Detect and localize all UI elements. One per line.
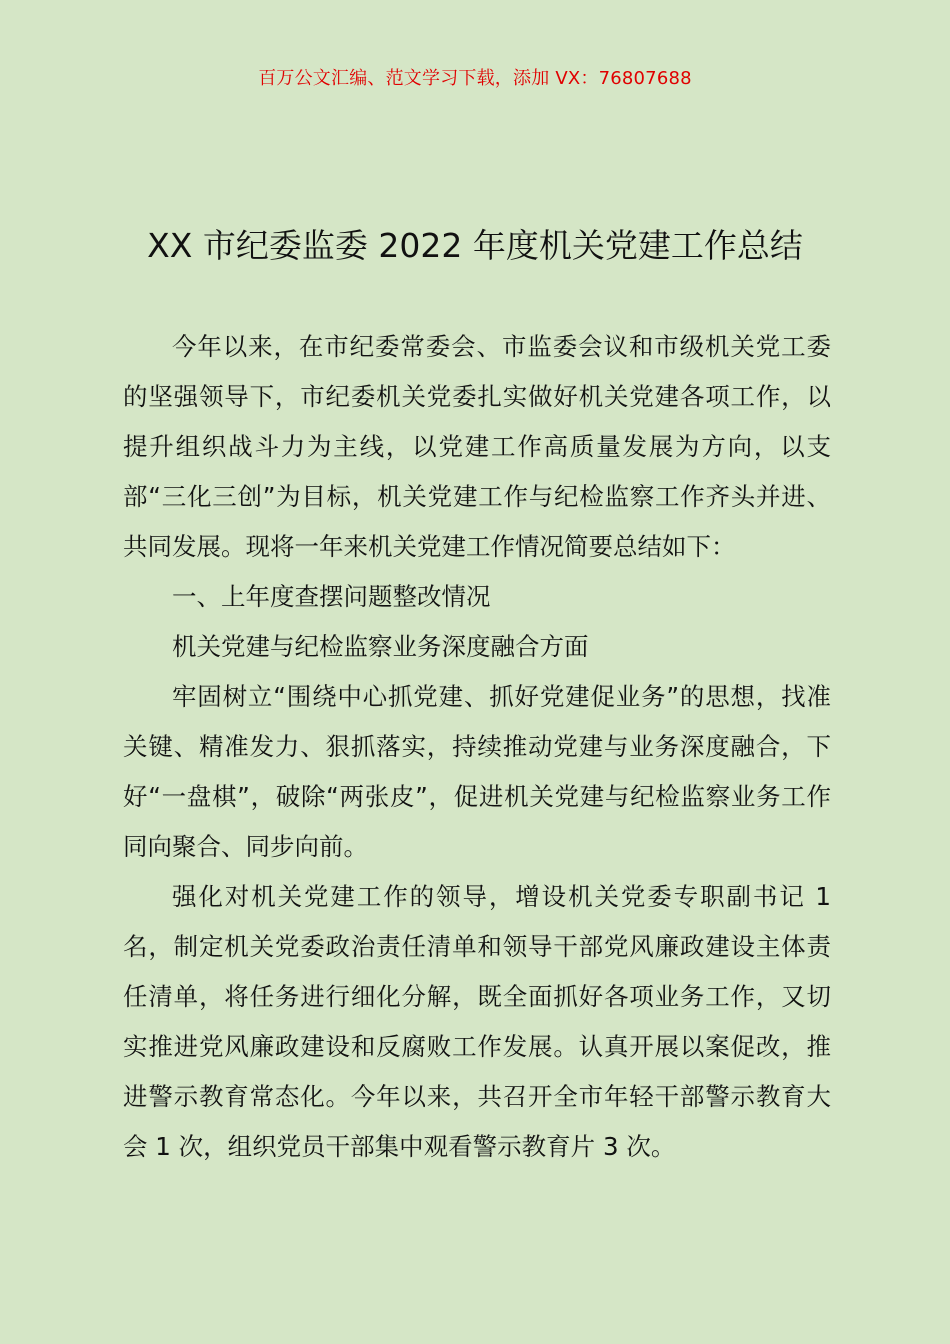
body-paragraph: 强化对机关党建工作的领导，增设机关党委专职副书记 1 名，制定机关党委政治责任清单和领导干部党风廉政建设主体责任清单，将任务进行细化分解，既全面抓好各项业务工作，又切实推进党风廉政建设和反腐败工作发展。认真开展以案促改，推进警示教育常态化。今年以来，共召开全市年轻干部警示教育大会 1 次，组织党员干部集中观看警示教育片 3 次。: [123, 882, 831, 1161]
section-heading: 一、上年度查摆问题整改情况: [172, 582, 491, 611]
body-paragraph: 牢固树立“围绕中心抓党建、抓好党建促业务”的思想，找准关键、精准发力、狠抓落实，持续推动党建与业务深度融合，下好“一盘棋”，破除“两张皮”，促进机关党建与纪检监察业务工作同向聚合、同步向前。: [123, 682, 831, 861]
subsection-heading: 机关党建与纪检监察业务深度融合方面: [172, 632, 589, 661]
document-body: [123, 322, 831, 1172]
intro-paragraph: 今年以来，在市纪委常委会、市监委会议和市级机关党工委的坚强领导下，市纪委机关党委扎实做好机关党建各项工作，以提升组织战斗力为主线，以党建工作高质量发展为方向，以支部“三化三创”为目标，机关党建工作与纪检监察工作齐头并进、共同发展。现将一年来机关党建工作情况简要总结如下：: [123, 332, 831, 561]
document-title: XX 市纪委监委 2022 年度机关党建工作总结: [147, 226, 803, 265]
header-note: 百万公文汇编、范文学习下载，添加 VX：76807688: [258, 68, 692, 89]
